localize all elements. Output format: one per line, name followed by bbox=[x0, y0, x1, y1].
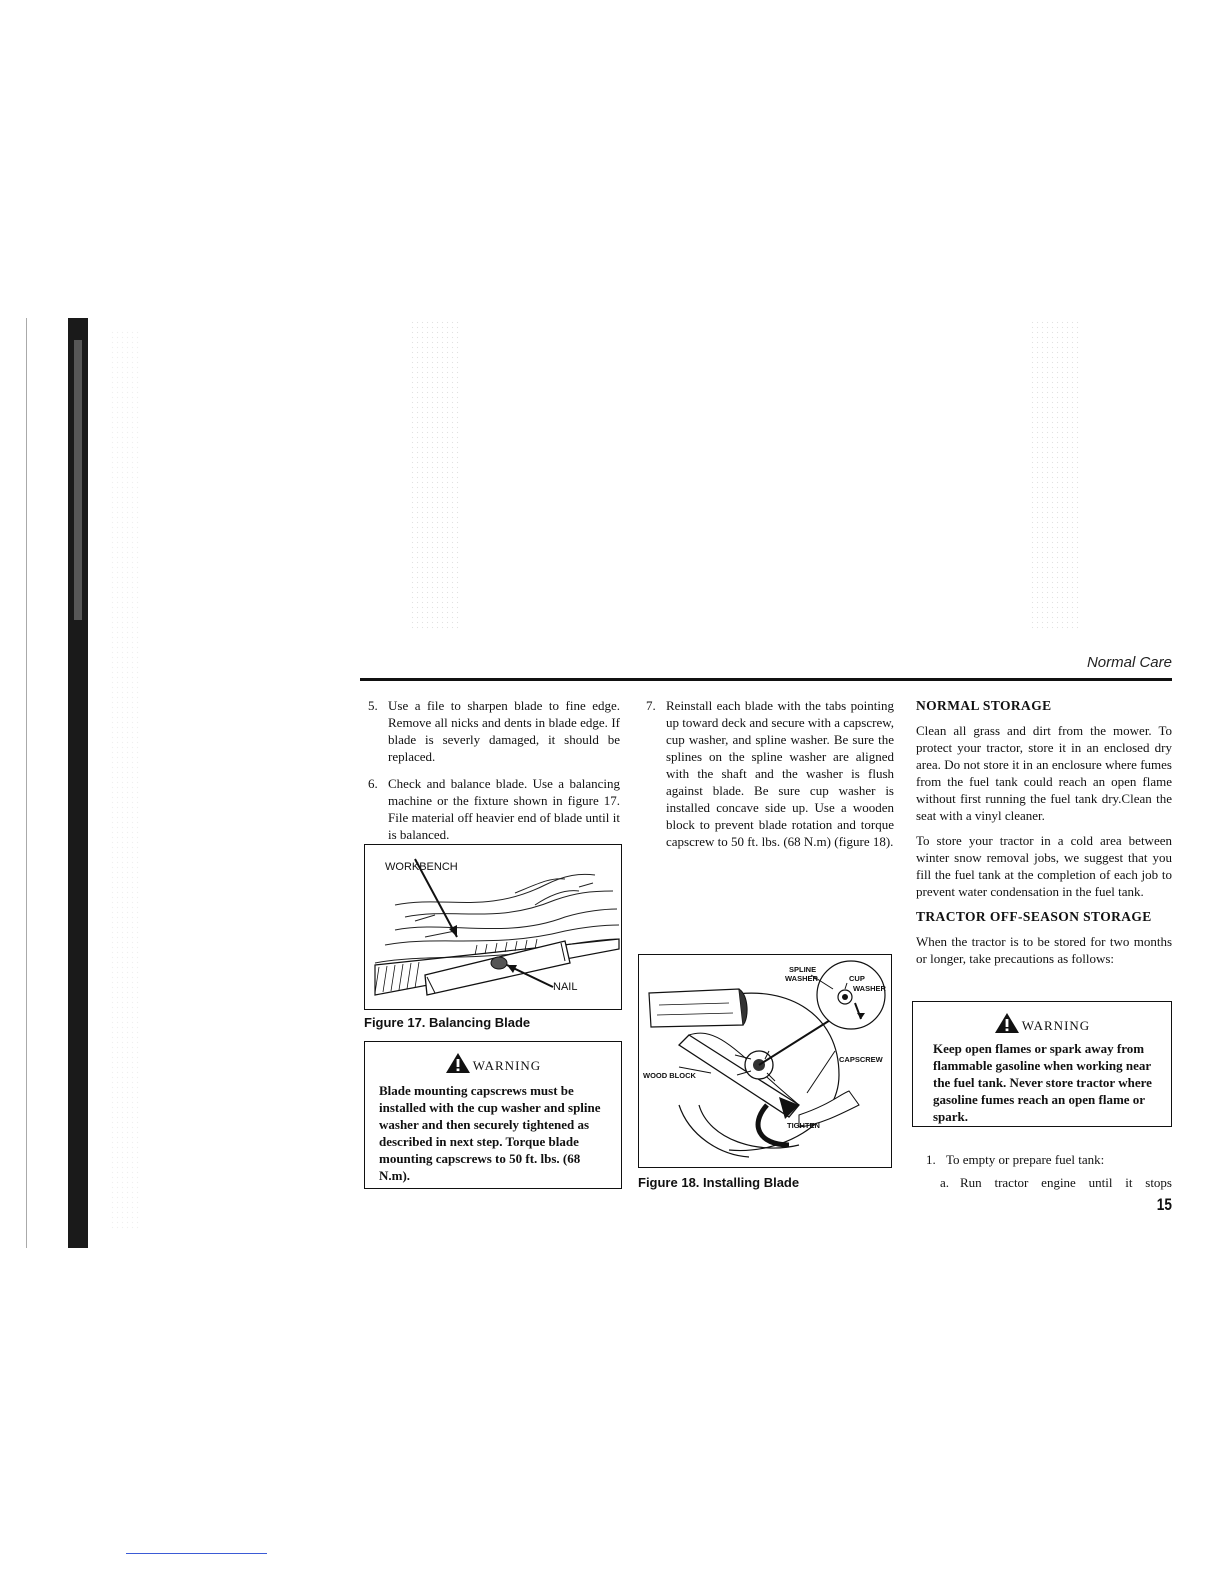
warning-box-fuel bbox=[912, 1001, 1172, 1127]
label-capscrew: CAPSCREW bbox=[839, 1055, 883, 1064]
heading-offseason-storage: TRACTOR OFF-SEASON STORAGE bbox=[916, 909, 1152, 924]
figure-17-caption: Figure 17. Balancing Blade bbox=[364, 1015, 531, 1030]
bottom-rule bbox=[126, 1553, 267, 1554]
page-number: 15 bbox=[1156, 1195, 1172, 1214]
warning-text: Keep open flames or spark away from flammable gasoline when working near the fuel tank. Never store tractor where gasoline fumes reach an open flame or spark. bbox=[933, 1041, 1152, 1124]
step-text: Reinstall each blade with the tabs pointing up toward deck and secure with a capscrew, cup washer, and spline washer. Be sure the splines on the spline washer are aligned with the shaft and the washer is flush against blade. Be sure cup washer is installed concave side up. Use a wooden block to prevent blade rotation and torque capscrew to 50 ft. lbs. (68 N.m) (figure 18). bbox=[666, 698, 895, 849]
list-text: Run tractor engine until it stops bbox=[960, 1175, 1172, 1190]
list-item bbox=[926, 1151, 1172, 1168]
warning-triangle-icon bbox=[445, 1052, 471, 1074]
warning-title: WARNING bbox=[472, 1058, 542, 1073]
warning-header bbox=[365, 1052, 621, 1074]
binding-edge-line bbox=[26, 318, 27, 1248]
heading-normal-storage: NORMAL STORAGE bbox=[916, 698, 1052, 713]
warning-box-blade bbox=[364, 1041, 622, 1189]
paragraph: Clean all grass and dirt from the mower. To protect your tractor, store it in an enclosed dry area. Do not store it in an enclosure where fumes from the fuel tank could reach an open flame without first running the fuel tank dry.Clean the seat with a vinyl cleaner. bbox=[916, 723, 1172, 823]
list-item bbox=[926, 1174, 1172, 1191]
warning-triangle-icon bbox=[994, 1012, 1020, 1034]
scan-noise bbox=[410, 320, 460, 630]
label-spline: SPLINE bbox=[789, 965, 817, 974]
step-7 bbox=[646, 697, 894, 850]
paragraph: When the tractor is to be stored for two months or longer, take precautions as follows: bbox=[916, 934, 1172, 966]
binding-highlight bbox=[74, 340, 82, 620]
warning-title: WARNING bbox=[1021, 1018, 1091, 1033]
warning-header bbox=[913, 1012, 1171, 1034]
step-5 bbox=[368, 697, 620, 765]
step-number: 6. bbox=[368, 776, 378, 791]
paragraph: To store your tractor in a cold area between winter snow removal jobs, we suggest that you fill the fuel tank at the completion of each job to prevent water condensation in the fuel tank. bbox=[916, 833, 1172, 899]
step-text: Check and balance blade. Use a balancing machine or the fixture shown in figure 17. File material off heavier end of blade until it is balanced. bbox=[388, 776, 620, 842]
figure-17-balancing-blade bbox=[364, 844, 622, 1010]
label-spline-washer: WASHER bbox=[785, 974, 818, 983]
scan-noise bbox=[110, 330, 140, 1230]
label-cup: CUP bbox=[849, 974, 865, 983]
step-number: 7. bbox=[646, 698, 656, 713]
list-number: 1. bbox=[926, 1152, 936, 1167]
figure-18-installing-blade bbox=[638, 954, 892, 1168]
balancing-fixture-drawing bbox=[365, 845, 621, 1009]
scan-noise bbox=[1030, 320, 1080, 630]
label-nail: NAIL bbox=[553, 981, 578, 993]
column-2 bbox=[646, 697, 894, 860]
label-tighten: TIGHTEN bbox=[787, 1121, 820, 1130]
step-text: Use a file to sharpen blade to fine edge. Remove all nicks and dents in blade edge. If blade is severly damaged, it should be replaced. bbox=[388, 698, 620, 764]
fuel-tank-list bbox=[926, 1151, 1172, 1201]
header-rule bbox=[360, 678, 1172, 681]
warning-text: Blade mounting capscrews must be installed with the cup washer and spline washer and then securely tightened as described in next step. Torque blade mounting capscrews to 50 ft. lbs. (68 N.m). bbox=[379, 1083, 601, 1183]
column-3 bbox=[916, 697, 1172, 975]
label-workbench: WORKBENCH bbox=[385, 861, 458, 873]
label-wood-block: WOOD BLOCK bbox=[643, 1071, 696, 1080]
section-title: Normal Care bbox=[1086, 654, 1172, 671]
column-1 bbox=[368, 697, 620, 853]
step-6 bbox=[368, 775, 620, 843]
label-cup-washer: WASHER bbox=[853, 984, 886, 993]
figure-18-caption: Figure 18. Installing Blade bbox=[638, 1175, 800, 1190]
step-number: 5. bbox=[368, 698, 378, 713]
list-text: To empty or prepare fuel tank: bbox=[946, 1152, 1105, 1167]
list-letter: a. bbox=[940, 1175, 950, 1190]
